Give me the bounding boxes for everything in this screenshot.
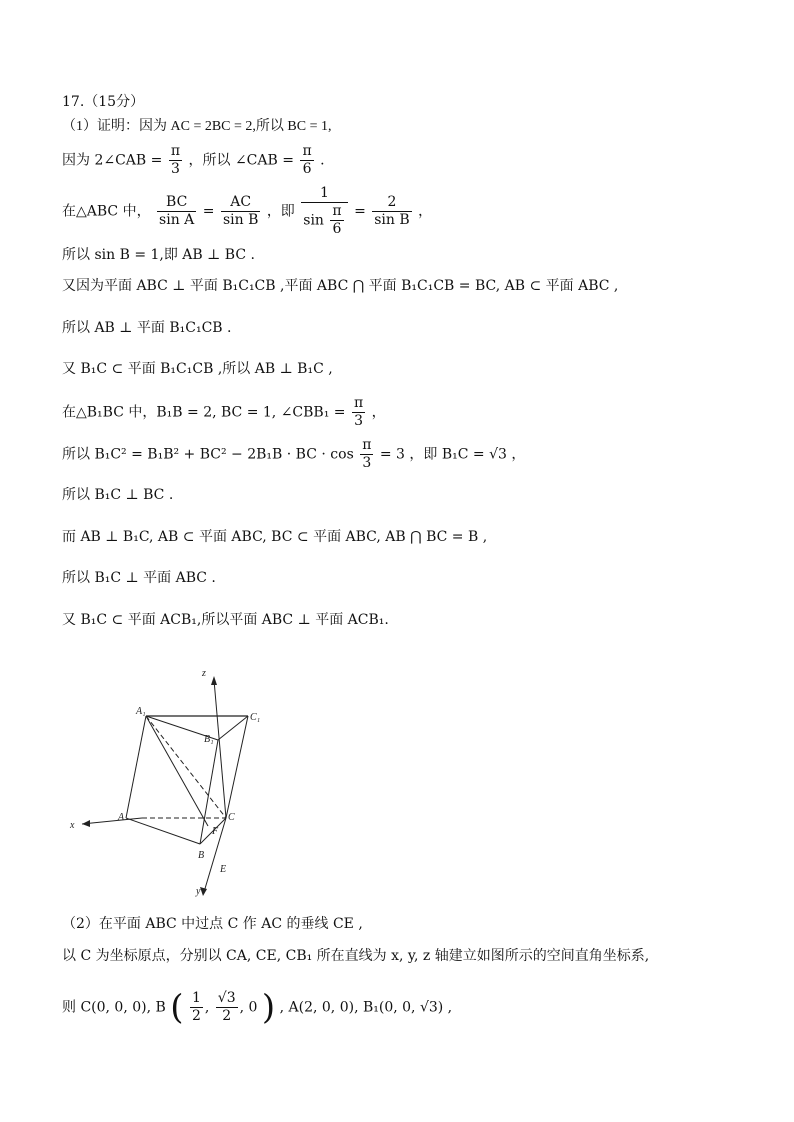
part1-line11: 而 AB ⊥ B₁C, AB ⊂ 平面 ABC, BC ⊂ 平面 ABC, AB ⋂ BC = B , [62, 529, 488, 545]
line3-text-a: 则 C(0, 0, 0), B [62, 999, 166, 1016]
frac-den: 2 [222, 1008, 232, 1024]
fraction-sqrt3-2 [216, 990, 238, 1025]
frac-num: 1 [301, 185, 347, 203]
frac-num: 2 [372, 194, 411, 212]
line8-text-a: 在△B₁BC 中，B₁B = 2, BC = 1, ∠CBB₁ = [62, 404, 346, 421]
fraction-1-2 [190, 990, 203, 1025]
label-z: z [202, 668, 206, 679]
label-x: x [70, 820, 75, 831]
frac-num: √3 [217, 990, 236, 1006]
frac-num: π [332, 203, 342, 219]
line9-text-a: 所以 B₁C² = B₁B² + BC² − 2B₁B · BC · cos [62, 446, 354, 463]
line2-text-a: 因为 2∠CAB = [62, 152, 163, 169]
edge-ab [126, 818, 200, 844]
line2-text-c: . [320, 152, 325, 169]
edge-a1c-dashed [146, 716, 226, 818]
line3-text-b: ，即 [266, 203, 295, 220]
line3-text-a: 在△ABC 中， [62, 203, 151, 220]
part2-line1: （2）在平面 ABC 中过点 C 作 AC 的垂线 CE , [62, 916, 363, 932]
part1-line7: 又 B₁C ⊂ 平面 B₁C₁CB ,所以 AB ⊥ B₁C , [62, 361, 333, 377]
z-axis-line [214, 680, 226, 818]
part2-line2: 以 C 为坐标原点，分别以 CA, CE, CB₁ 所在直线为 x, y, z 轴建立如图所示的空间直角坐标系, [62, 948, 650, 964]
frac-num: π [302, 143, 312, 159]
part1-line2 [62, 143, 325, 178]
frac-num: π [362, 437, 372, 453]
fraction-2-sinb [372, 194, 411, 229]
label-a: A [118, 812, 125, 823]
comma: , [204, 999, 210, 1016]
label-b: B [198, 850, 205, 861]
fraction-ac-sinb [221, 194, 260, 229]
frac-den: sin A [159, 212, 195, 228]
part1-line5: 又因为平面 ABC ⊥ 平面 B₁C₁CB ,平面 ABC ⋂ 平面 B₁C₁CB = BC, AB ⊂ 平面 ABC , [62, 278, 619, 294]
part1-line4: 所以 sin B = 1,即 AB ⊥ BC . [62, 247, 255, 263]
edge-a1f [146, 716, 208, 826]
y-axis-arrow [200, 887, 207, 896]
fraction-pi-6-inner [330, 203, 343, 238]
frac-den: sin B [222, 212, 259, 228]
equals-sign: = [354, 203, 366, 220]
part1-line12: 所以 B₁C ⊥ 平面 ABC . [62, 570, 216, 586]
frac-den: sin B [374, 212, 410, 228]
fraction-1-sin-pi6 [301, 185, 347, 238]
frac-num: π [170, 143, 181, 159]
x-axis-line [82, 818, 142, 824]
frac-den: 2 [191, 1008, 201, 1024]
right-paren: ) [261, 987, 276, 1028]
frac-den: 3 [354, 413, 364, 429]
label-f: F [212, 826, 219, 837]
part2-line3 [62, 987, 453, 1028]
line3-text-b: , A(2, 0, 0), B₁(0, 0, √3) , [279, 999, 453, 1016]
tail-zero: , 0 [239, 999, 258, 1016]
part1-line9 [62, 437, 525, 472]
problem-header: 17.（15分） [62, 94, 145, 110]
x-axis-arrow [82, 820, 90, 827]
part1-line3 [62, 185, 432, 238]
label-c1: C₁ [250, 712, 261, 723]
part1-line1: （1）证明：因为 AC = 2BC = 2,所以 BC = 1, [62, 119, 332, 134]
fraction-pi-6 [300, 143, 313, 178]
z-axis-arrow [211, 676, 217, 685]
fraction-bc-sina [157, 194, 196, 229]
left-paren: ( [170, 987, 184, 1028]
label-b1: B₁ [204, 734, 214, 745]
part1-line8 [62, 395, 386, 430]
part1-line6: 所以 AB ⊥ 平面 B₁C₁CB . [62, 320, 232, 336]
sin-text: sin [303, 212, 324, 229]
frac-den: 3 [170, 161, 180, 177]
frac-den: 3 [362, 455, 372, 471]
line9-text-b: = 3 ，即 B₁C = √3 ， [379, 446, 526, 463]
frac-den [301, 203, 347, 238]
label-a1: A₁ [136, 706, 146, 717]
edge-a1a [126, 716, 146, 818]
frac-num: BC [157, 194, 196, 212]
line2-text-b: ，所以 ∠CAB = [188, 152, 294, 169]
line3-text-c: ， [418, 203, 433, 220]
frac-num: 1 [191, 990, 201, 1006]
fraction-pi-3 [360, 437, 373, 472]
equals-sign: = [202, 203, 215, 220]
fraction-pi-3 [169, 143, 182, 178]
part1-line13: 又 B₁C ⊂ 平面 ACB₁,所以平面 ABC ⊥ 平面 ACB₁. [62, 612, 389, 628]
geometry-figure [62, 658, 282, 898]
frac-den: 6 [332, 221, 342, 237]
label-y: y [196, 886, 201, 897]
line8-text-b: ， [371, 404, 386, 421]
label-c: C [228, 812, 235, 823]
frac-num: π [353, 395, 364, 411]
fraction-pi-3 [352, 395, 365, 430]
frac-num: AC [221, 194, 260, 212]
frac-den: 6 [302, 161, 312, 177]
label-e: E [220, 864, 227, 875]
part1-line10: 所以 B₁C ⊥ BC . [62, 487, 174, 503]
